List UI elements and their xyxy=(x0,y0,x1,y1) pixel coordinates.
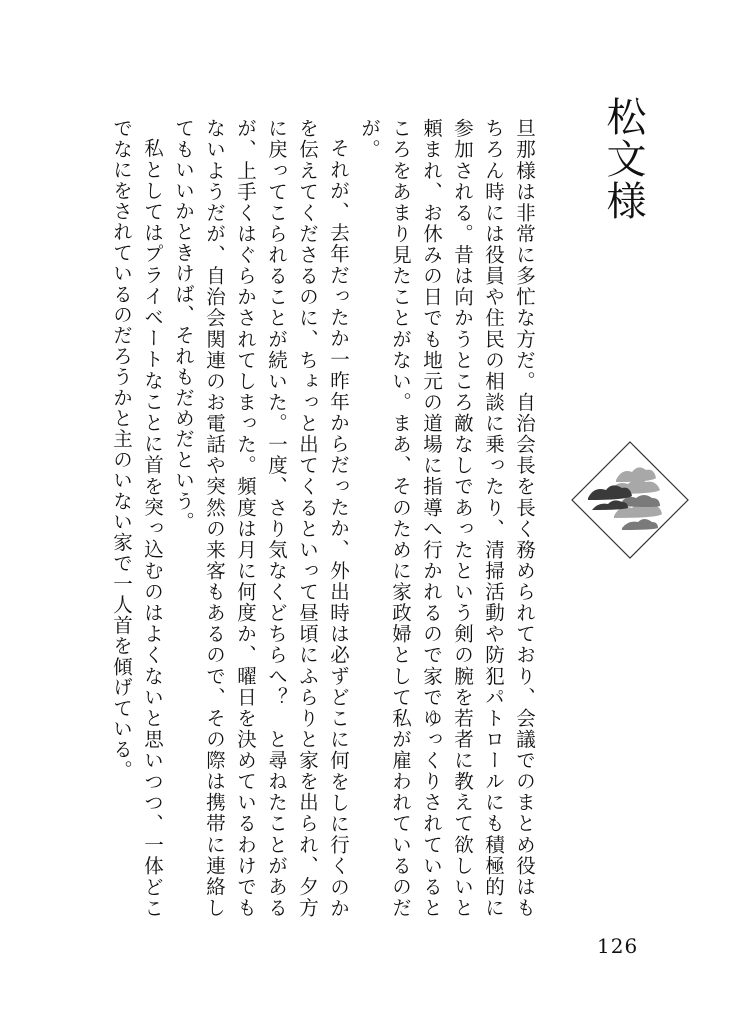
page-number: 126 xyxy=(597,934,639,958)
paragraph-3: 私としてはプライベートなことに首を突っ込むのはよくないと思いつつ、一体どこでなにをされているのだろうかと主のいない家で一人首を傾げている。 xyxy=(110,118,164,918)
page-title: 松文様 xyxy=(600,96,646,222)
pine-crest-icon-svg xyxy=(570,440,690,560)
paragraph-2: それが、去年だったか一昨年からだったか、外出時は必ずどこに何をしに行くのかを伝えてくださるのに、ちょっと出てくるといって昼頃にふらりと家を出られ、夕方に戻ってこられることが続いた。一度、さり気なくどちらへ？ と尋ねたことがあるが、上手くはぐらかされてしまった。頻度は月に何度か、曜日を決めているわけでもないようだが、自治会関連のお電話や突然の来客もあるので、その際は携帯に連絡してもいいかときけば、それもだめだという。 xyxy=(172,118,350,918)
paragraph-1: 旦那様は非常に多忙な方だ。自治会長を長く務められており、会議でのまとめ役はもちろん時には役員や住民の相談に乗ったり、清掃活動や防犯パトロールにも積極的に参加される。昔は向かうところ敵なしであったという剣の腕を若者に教えて欲しいと頼まれ、お休みの日でも地元の道場に指導へ行かれるので家でゆっくりされているところをあまり見たことがない。まあ、そのために家政婦として私が雇われているのだが。 xyxy=(358,118,536,918)
pine-crest-icon xyxy=(570,440,690,560)
body-text xyxy=(110,118,540,918)
